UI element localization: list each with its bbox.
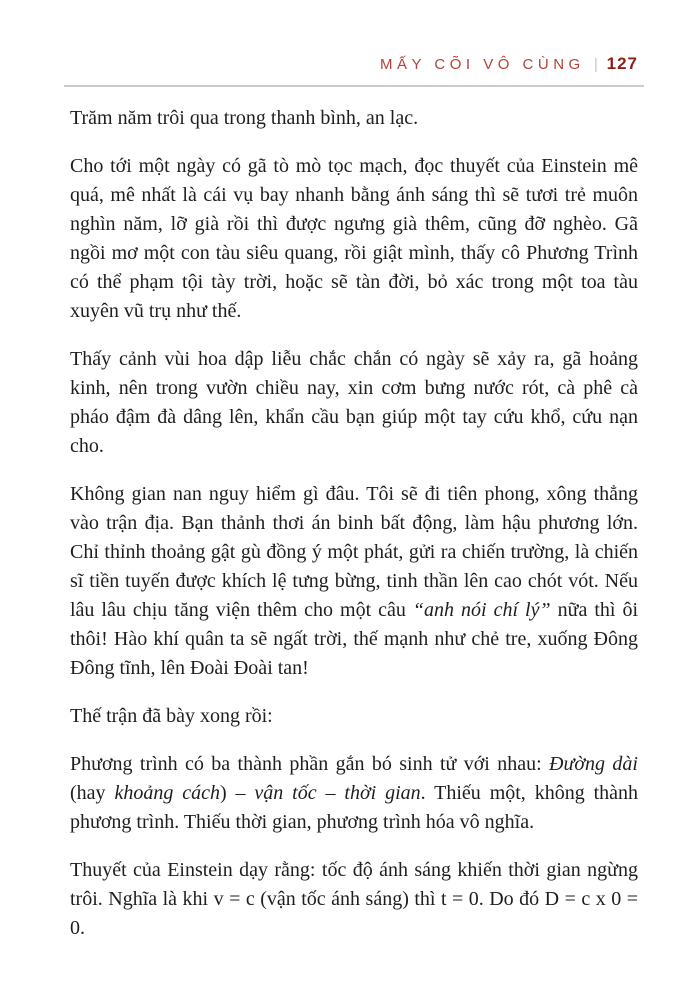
page-body [70, 104, 638, 943]
paragraph [70, 152, 638, 326]
running-header [70, 54, 638, 74]
paragraph [70, 480, 638, 683]
paragraph-text-italic: vận tốc [254, 782, 317, 804]
header-separator: | [594, 56, 597, 73]
paragraph [70, 345, 638, 461]
paragraph [70, 856, 638, 943]
paragraph-text: . Thiếu một, không thành phương trình. Thiếu thời gian, phương trình hóa vô nghĩa. [70, 782, 639, 833]
paragraph [70, 702, 638, 731]
header-rule [64, 85, 644, 87]
paragraph-text-italic: khoảng cách [114, 782, 220, 804]
paragraph-text: Phương trình có ba thành phần gắn bó sinh tử với nhau: [70, 753, 550, 775]
paragraph-text-italic: thời gian [344, 782, 421, 804]
paragraph-text: Thế trận đã bày xong rồi: [70, 705, 273, 727]
paragraph [70, 104, 638, 133]
paragraph-text: (hay [70, 782, 115, 804]
page-number: 127 [606, 54, 638, 73]
paragraph-text: Cho tới một ngày có gã tò mò tọc mạch, đọc thuyết của Einstein mê quá, mê nhất là cái vụ bay nhanh bằng ánh sáng thì sẽ tươi trẻ muôn nghìn năm, lỡ già rồi thì được ngưng già thêm, cũng đỡ nghèo. Gã ngồi mơ một con tàu siêu quang, rồi giật mình, thấy cô Phương Trình có thể phạm tội tày trời, hoặc sẽ tàn đời, bỏ xác trong một toa tàu xuyên vũ trụ như thế. [70, 155, 638, 322]
paragraph-text-italic: Đường dài [549, 753, 638, 775]
paragraph-text: Không gian nan nguy hiểm gì đâu. Tôi sẽ đi tiên phong, xông thẳng vào trận địa. Bạn thảnh thơi án binh bất động, làm hậu phương lớn. Chỉ thỉnh thoảng gật gù đồng ý một phát, gửi ra chiến trường, là chiến sĩ tiền tuyến được khích lệ tưng bừng, tinh thần lên cao chót vót. Nếu lâu lâu chịu tăng viện thêm cho một câu [70, 483, 638, 621]
paragraph-text: Trăm năm trôi qua trong thanh bình, an lạc. [70, 107, 419, 129]
book-title: MẤY CÕI VÔ CÙNG [379, 56, 585, 73]
paragraph-text-italic: “anh nói chí lý” [412, 599, 551, 621]
paragraph [70, 750, 638, 837]
paragraph-text: nữa thì ôi thôi! Hào khí quân ta sẽ ngất trời, thế mạnh như chẻ tre, xuống Đông Đông tĩnh, lên Đoài Đoài tan! [70, 599, 639, 679]
paragraph-text: Thuyết của Einstein dạy rằng: tốc độ ánh sáng khiến thời gian ngừng trôi. Nghĩa là khi v = c (vận tốc ánh sáng) thì t = 0. Do đó D = c x 0 = 0. [70, 859, 638, 939]
paragraph-text: – [316, 782, 345, 804]
paragraph-text: ) – [219, 782, 255, 804]
paragraph-text: Thấy cảnh vùi hoa dập liễu chắc chắn có ngày sẽ xảy ra, gã hoảng kinh, nên trong vườn chiều nay, xin cơm bưng nước rót, cà phê cà pháo đậm đà dâng lên, khẩn cầu bạn giúp một tay cứu khổ, cứu nạn cho. [70, 348, 638, 457]
